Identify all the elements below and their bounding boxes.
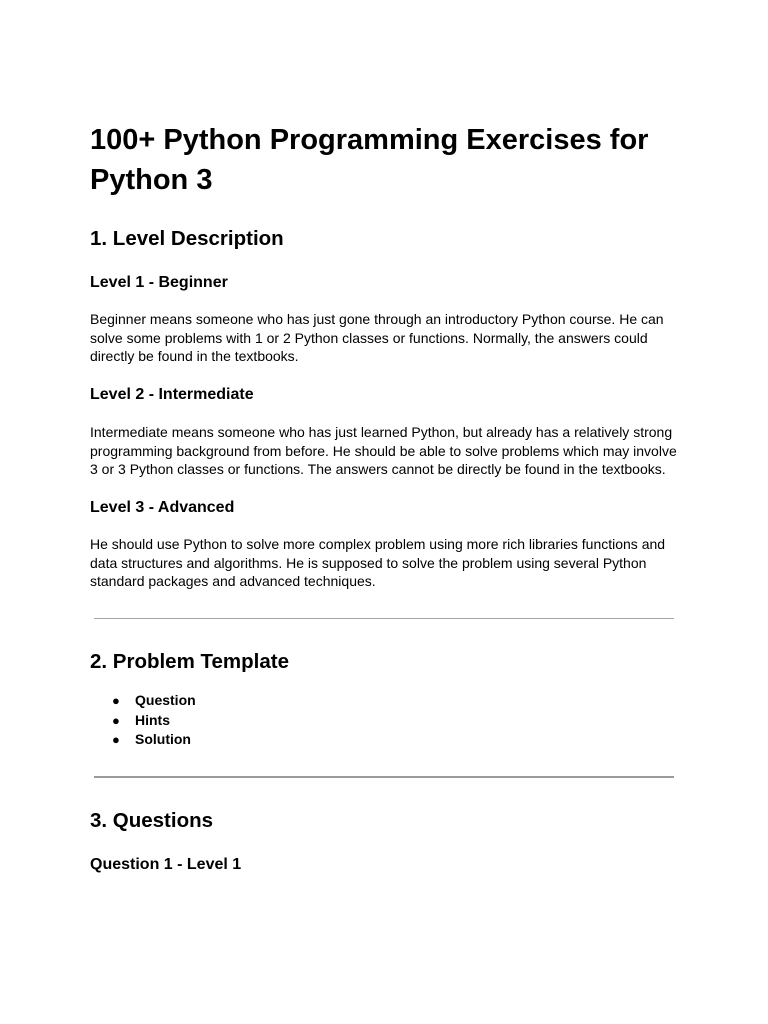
document-title: 100+ Python Programming Exercises for Python 3 <box>90 124 649 196</box>
level-2-heading: Level 2 - Intermediate <box>90 386 254 403</box>
level-3-description: He should use Python to solve more complex problem using more rich libraries functions and data structures and algorithms. He is supposed to solve the problem using several Python standard packages and advanced techniques. <box>90 536 666 589</box>
horizontal-divider <box>94 618 674 619</box>
level-1-description: Beginner means someone who has just gone through an introductory Python course. He can solve some problems with 1 or 2 Python classes or functions. Normally, the answers could directly be found in the textbooks. <box>90 311 664 364</box>
list-item-label: Question <box>135 692 196 708</box>
section-heading-problem-template: 2. Problem Template <box>90 650 289 673</box>
bullet-icon: ● <box>112 732 120 747</box>
horizontal-divider <box>94 776 674 778</box>
level-2-description: Intermediate means someone who has just learned Python, but already has a relatively strong programming background from before. He should be able to solve problems which may involve 3 or 3 Python classes or functions. The answers cannot be directly be found in the textbooks. <box>90 424 677 477</box>
list-item-label: Hints <box>135 711 170 728</box>
question-1-heading: Question 1 - Level 1 <box>90 856 242 873</box>
bullet-icon: ● <box>112 693 120 708</box>
level-3-heading: Level 3 - Advanced <box>90 499 235 516</box>
bullet-icon: ● <box>112 712 120 728</box>
level-1-heading: Level 1 - Beginner <box>90 274 228 291</box>
section-heading-questions: 3. Questions <box>90 809 214 832</box>
list-item-label: Solution <box>135 731 191 747</box>
section-heading-level-description: 1. Level Description <box>90 227 284 250</box>
